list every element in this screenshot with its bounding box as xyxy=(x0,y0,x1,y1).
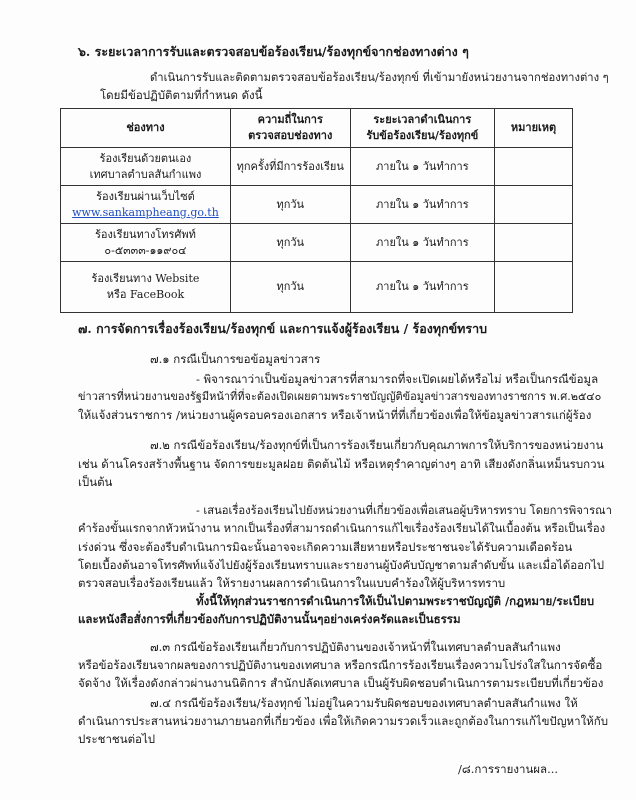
p71-line2: ข่าวสารที่หน่วยงานของรัฐมีหน้าที่ที่จะต้องเปิดเผยตามพระราชบัญญัติข้อมูลข่าวสารของทางราชการ พ.ศ.๒๕๔๐ xyxy=(78,390,602,403)
cell-duration: ภายใน ๑ วันทำการ xyxy=(350,148,495,186)
channels-table xyxy=(60,108,573,313)
section6-heading: ๖. ระยะเวลาการรับและตรวจสอบข้อร้องเรียน/ร้องทุกข์จากช่องทางต่าง ๆ xyxy=(78,44,469,59)
p72b-line5: ตรวจสอบเรื่องร้องเรียนแล้ว ให้รายงานผลการดำเนินการในแบบคำร้องให้ผู้บริหารทราบ xyxy=(78,576,506,590)
cell-channel: ร้องเรียนทางโทรศัพท์ ๐-๕๓๓๓-๑๑๙๐๔ xyxy=(61,224,231,262)
cell-channel xyxy=(61,186,231,224)
header-note: หมายเหตุ xyxy=(495,109,573,148)
cell-frequency: ทุกวัน xyxy=(230,262,350,313)
page-footer-continuation: /๘.การรายงานผล... xyxy=(458,762,559,776)
p72b-line3: เร่งด่วน ซึ่งจะต้องรีบดำเนินการมิฉะนั้นอาจจะเกิดความเสียหายหรือประชาชนจะได้รับความเดือดร้อน xyxy=(78,540,573,554)
cell-note xyxy=(495,224,573,262)
section6-intro-line1: ดำเนินการรับและติดตามตรวจสอบข้อร้องเรียน/ร้องทุกข์ ที่เข้ามายังหน่วยงานจากช่องทางต่าง ๆ xyxy=(150,71,609,84)
cell-note xyxy=(495,262,573,313)
section7-heading: ๗. การจัดการเรื่องร้องเรียน/ร้องทุกข์ และการแจ้งผู้ร้องเรียน / ร้องทุกข์ทราบ xyxy=(78,321,488,336)
website-link[interactable]: www.sankampheang.go.th xyxy=(72,205,219,219)
p71-line1: - พิจารณาว่าเป็นข้อมูลข่าวสารที่สามารถที่จะเปิดเผยได้หรือไม่ หรือเป็นกรณีข้อมูล xyxy=(196,372,599,386)
p72-line1: ๗.๒ กรณีข้อร้องเรียน/ร้องทุกข์ที่เป็นการร้องเรียนเกี่ยวกับคุณภาพการให้บริการของหน่วยงาน xyxy=(150,438,604,452)
table-row xyxy=(61,186,573,224)
p72-line2: เช่น ด้านโครงสร้างพื้นฐาน จัดการขยะมูลฝอย ติดต้นไม้ หรือเหตุรำคาญต่างๆ อาทิ เสียงดังกลิ่นเหม็นรบกวน xyxy=(78,457,605,471)
cell-channel: ร้องเรียนด้วยตนเอง เทศบาลตำบลสันกำแพง xyxy=(61,148,231,186)
table-header-row xyxy=(61,109,573,148)
cell-duration: ภายใน ๑ วันทำการ xyxy=(350,186,495,224)
table-row xyxy=(61,148,573,186)
cell-note xyxy=(495,148,573,186)
bold-note-line2: และหนังสือสั่งการที่เกี่ยวข้องกับการปฏิบัติงานนั้นๆอย่างเคร่งครัดและเป็นธรรม xyxy=(78,612,461,626)
section6-intro-line2: โดยมีข้อปฏิบัติตามที่กำหนด ดังนี้ xyxy=(100,88,263,102)
header-frequency: ความถี่ในการ ตรวจสอบช่องทาง xyxy=(230,109,350,148)
cell-note xyxy=(495,186,573,224)
p72-line3: เป็นต้น xyxy=(78,475,113,489)
p74-line3: ประชาชนต่อไป xyxy=(78,732,156,746)
cell-channel-text: ร้องเรียนผ่านเว็บไซต์ xyxy=(96,189,195,203)
cell-frequency: ทุกวัน xyxy=(230,224,350,262)
header-duration: ระยะเวลาดำเนินการ รับข้อร้องเรียน/ร้องทุกข์ xyxy=(350,109,495,148)
p72b-line1: - เสนอเรื่องร้องเรียนไปยังหน่วยงานที่เกี่ยวข้องเพื่อเสนอผู้บริหารทราบ โดยการพิจารณา xyxy=(196,504,612,517)
p71-line3: ให้แจ้งส่วนราชการ /หน่วยงานผู้ครอบครองเอกสาร หรือเจ้าหน้าที่ที่เกี่ยวข้องเพื่อให้ข้อมูลข่าวสารแก่ผู้ร้อง xyxy=(78,408,592,422)
header-channel: ช่องทาง xyxy=(61,109,231,148)
table-row xyxy=(61,224,573,262)
cell-channel: ร้องเรียนทาง Website หรือ FaceBook xyxy=(61,262,231,313)
p74-line1: ๗.๔ กรณีข้อร้องเรียน/ร้องทุกข์ ไม่อยู่ในความรับผิดชอบของเทศบาลตำบลสันกำแพง ให้ xyxy=(150,696,578,710)
table-row xyxy=(61,262,573,313)
cell-frequency: ทุกครั้งที่มีการร้องเรียน xyxy=(230,148,350,186)
p72b-line4: โดยเบื้องต้นอาจโทรศัพท์แจ้งไปยังผู้ร้องเรียนทราบและรายงานผู้บังคับบัญชาตามลำดับขั้น และเมื่อได้ออกไป xyxy=(78,558,605,572)
cell-frequency: ทุกวัน xyxy=(230,186,350,224)
p72b-line2: คำร้องขั้นแรกจากหัวหน้างาน หากเป็นเรื่องที่สามารถดำเนินการแก้ไขเรื่องร้องเรียนได้ในเบื้องต้น หรือเป็นเรื่อง xyxy=(78,522,606,535)
p71-title: ๗.๑ กรณีเป็นการขอข้อมูลข่าวสาร xyxy=(150,352,321,366)
p73-line1: ๗.๓ กรณีข้อร้องเรียนเกี่ยวกับการปฏิบัติงานของเจ้าหน้าที่ในเทศบาลตำบลสันกำแพง xyxy=(150,640,561,654)
p73-line3: จัดจ้าง ให้เรื่องดังกล่าวผ่านงานนิติการ สำนักปลัดเทศบาล เป็นผู้รับผิดชอบดำเนินการตามระเบียบที่เกี่ยวข้อง xyxy=(78,676,604,690)
cell-duration: ภายใน ๑ วันทำการ xyxy=(350,262,495,313)
p74-line2: ดำเนินการประสานหน่วยงานภายนอกที่เกี่ยวข้อง เพื่อให้เกิดความรวดเร็วและถูกต้องในการแก้ไขปัญหาให้กับ xyxy=(78,714,609,728)
cell-duration: ภายใน ๑ วันทำการ xyxy=(350,224,495,262)
p73-line2: หรือข้อร้องเรียนจากผลของการปฏิบัติงานของเทศบาล หรือกรณีการร้องเรียนเรื่องความโปร่งใสในการจัดซื้อ xyxy=(78,658,603,672)
bold-note-line1: ทั้งนี้ให้ทุกส่วนราชการดำเนินการให้เป็นไปตามพระราชบัญญัติ /กฎหมาย/ระเบียบ xyxy=(196,594,595,608)
